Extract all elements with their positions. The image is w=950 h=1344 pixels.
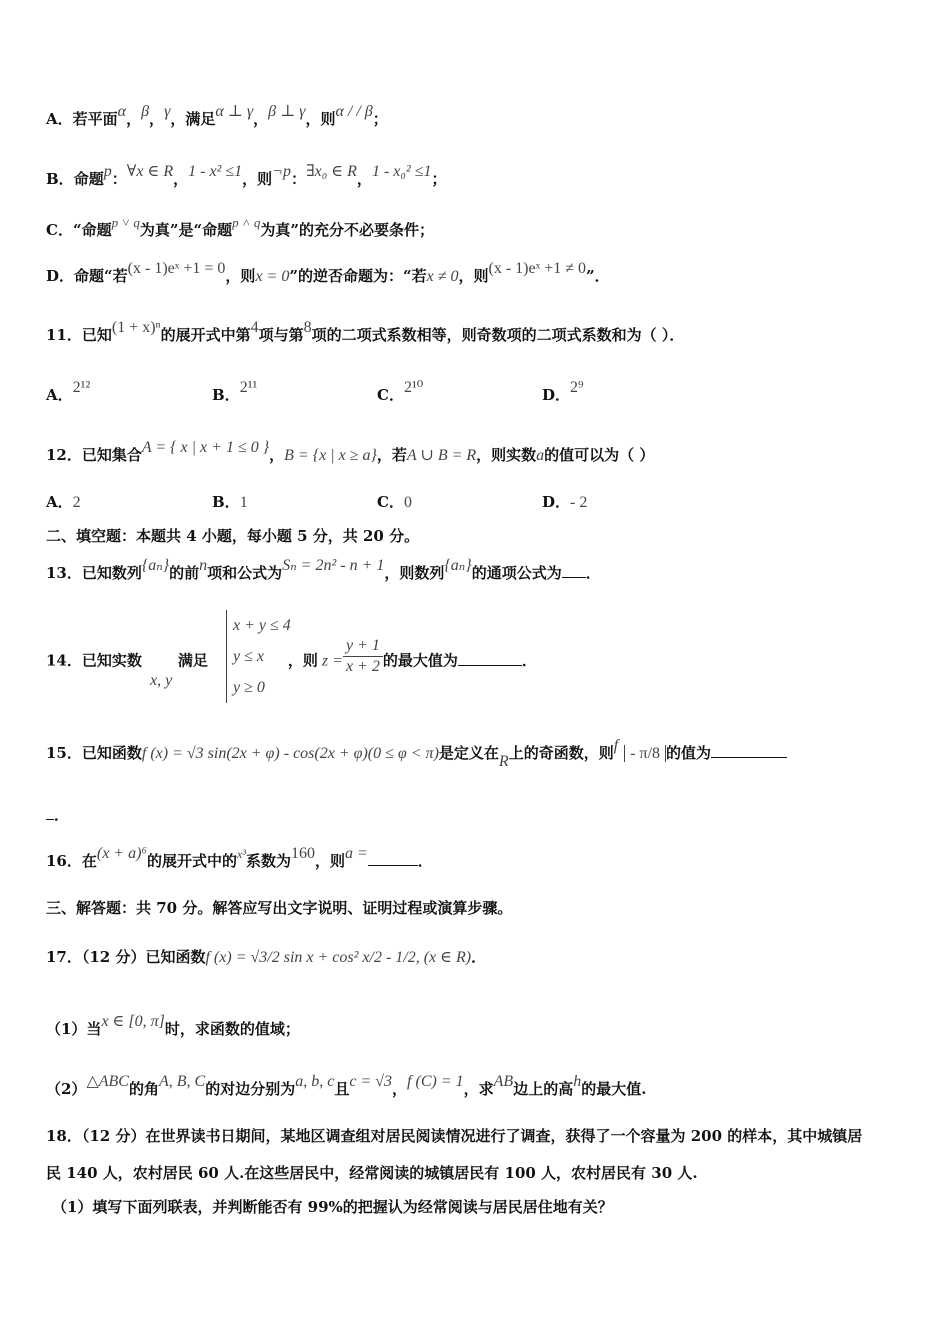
denominator: x + 2 [345, 658, 380, 675]
math: ∃x₀ ∈ R [305, 163, 357, 180]
text: ，则 [225, 267, 256, 285]
math: ∀x ∈ R [126, 163, 174, 180]
math: x ∈ [0, π] [101, 1013, 165, 1030]
math: β ⊥ γ [268, 103, 306, 120]
option-label: D． [542, 493, 571, 511]
option-label: D． [542, 386, 571, 404]
text: 项与第 [258, 326, 304, 344]
section-2-heading: 二、填空题：本题共 4 小题，每小题 5 分，共 20 分。 [46, 527, 420, 545]
text: ，则 [242, 170, 273, 188]
math: a [536, 447, 545, 464]
text: ”的逆否命题为：“若 [289, 267, 427, 285]
text: ． [585, 564, 601, 582]
math: △ABC [86, 1073, 129, 1090]
text: 的通项公式为 [471, 564, 562, 582]
q17-part-2 [46, 1073, 910, 1101]
q12-option-d [542, 491, 587, 514]
option-label: B． [46, 170, 74, 188]
text: ，则 [314, 852, 345, 870]
math: (x - 1)eˣ +1 = 0 [127, 260, 226, 277]
text: 的展开式中的 [147, 852, 238, 870]
math: 8 [303, 319, 312, 336]
text: ． [471, 948, 487, 966]
option-value: 0 [403, 494, 412, 511]
text: 命题“若 [74, 267, 128, 285]
q17-part-1 [46, 1013, 910, 1041]
math: x ≠ 0 [426, 268, 459, 285]
constraint: x + y ≤ 4 [233, 617, 291, 634]
constraint: y ≥ 0 [233, 679, 265, 696]
option-label: B． [212, 386, 240, 404]
option-label: C． [377, 493, 404, 511]
text: 12．已知集合 [46, 446, 142, 464]
question-12 [46, 439, 910, 467]
math: f (x) = √3/2 sin x + cos² x/2 - 1/2, (x ∈ R) [205, 949, 472, 966]
math: 1 - x² ≤1 [188, 163, 243, 180]
text: ． [54, 806, 70, 824]
option-value: - 2 [570, 494, 588, 511]
text: 15．已知函数 [46, 744, 142, 762]
q11-option-c [377, 379, 424, 407]
answer-blank [711, 743, 787, 758]
text: 13．已知数列 [46, 564, 142, 582]
math: AB [493, 1073, 514, 1090]
math: α / / β [335, 103, 373, 120]
math: a = [344, 845, 368, 862]
text: 16．在 [46, 852, 97, 870]
q10-option-d [46, 260, 910, 288]
math: h [573, 1073, 582, 1090]
text: ． [521, 651, 537, 670]
question-18-line-1: 18．（12 分）在世界读书日期间，某地区调查组对居民阅读情况进行了调查，获得了一个容量为 200 的样本，其中城镇居 [46, 1127, 863, 1145]
q10-option-b [46, 163, 910, 191]
text: 时，求函数的值域； [164, 1020, 300, 1038]
q12-option-a [46, 491, 81, 514]
text: 上的奇函数，则 [508, 744, 614, 762]
text: ，求 [463, 1080, 494, 1098]
text: 的展开式中第 [160, 326, 251, 344]
text: 17．（12 分）已知函数 [46, 948, 206, 966]
math: R [498, 753, 509, 770]
text: ，满足 [170, 110, 216, 128]
q14-variables: x, y [150, 672, 173, 689]
text: ； [431, 170, 447, 188]
math: p ˅ q [111, 215, 140, 230]
math: f (C) = 1 [407, 1073, 464, 1090]
constraint-system [226, 610, 291, 703]
text: ， [392, 1080, 408, 1098]
math: A, B, C [158, 1073, 206, 1090]
option-label: C． [377, 386, 404, 404]
math: p ˄ q [232, 215, 261, 230]
option-value: 2⁹ [570, 379, 584, 396]
text: 若平面 [72, 110, 118, 128]
answer-blank [368, 851, 418, 866]
text: 14．已知实数 [46, 651, 142, 670]
math: 160 [290, 845, 315, 862]
text: ， [253, 110, 269, 128]
text: ， [126, 110, 142, 128]
math: {aₙ} [444, 557, 472, 574]
text: ，则 [305, 110, 336, 128]
question-14 [46, 637, 910, 677]
answer-blank [562, 563, 586, 578]
option-label: B． [212, 493, 240, 511]
text: 项的二项式系数相等，则奇数项的二项式系数和为（ ）． [311, 326, 685, 344]
text: （1）当 [46, 1020, 102, 1038]
math: {aₙ} [141, 557, 170, 574]
text: ，则 [458, 267, 489, 285]
question-11 [46, 319, 910, 347]
text: ： [111, 170, 127, 188]
text: ，若 [376, 446, 407, 464]
text: 系数为 [245, 852, 291, 870]
text: ， [269, 446, 285, 464]
text: 11．已知 [46, 326, 112, 344]
text: ： [290, 170, 306, 188]
q12-option-b [212, 491, 248, 514]
math: A = { x | x + 1 ≤ 0 } [141, 439, 270, 456]
math: (x + a)⁶ [96, 845, 147, 862]
option-label: D． [46, 267, 75, 285]
text: 满足 [177, 651, 208, 670]
q11-option-a [46, 379, 91, 407]
math: x = 0 [255, 268, 290, 285]
text: ”． [586, 267, 610, 285]
math: p [103, 163, 112, 180]
math: A ∪ B = R [406, 447, 477, 464]
math: c = √3 [349, 1073, 393, 1090]
text: 的前 [169, 564, 200, 582]
option-label: C． [46, 221, 73, 239]
math: B = {x | x ≥ a} [284, 447, 377, 464]
question-13 [46, 557, 910, 585]
q18-part-1: （1）填写下面列联表，并判断能否有 99%的把握认为经常阅读与居民居住地有关？ [52, 1198, 613, 1216]
text: 的最大值. [581, 1080, 647, 1098]
text: 的值为 [666, 744, 712, 762]
math: a, b, c [295, 1073, 335, 1090]
math: β [141, 103, 150, 120]
q11-option-d [542, 379, 584, 407]
option-label: A． [46, 386, 73, 404]
text: ，则 [287, 651, 318, 670]
text: 为真”是“命题 [139, 221, 233, 239]
text: ， [149, 110, 165, 128]
text: 是定义在 [438, 744, 499, 762]
text: ，则数列 [384, 564, 445, 582]
q15-continuation [46, 804, 910, 826]
q12-option-c [377, 491, 412, 514]
math: (x - 1)eˣ +1 ≠ 0 [488, 260, 587, 277]
text: （2） [46, 1080, 87, 1098]
answer-blank [458, 651, 522, 666]
answer-blank [46, 805, 54, 820]
question-17 [46, 946, 910, 969]
text: 的角 [128, 1080, 159, 1098]
option-value: 2¹² [72, 379, 91, 396]
math: f [613, 737, 619, 754]
text: 为真”的充分不必要条件； [260, 221, 435, 239]
text: ． [417, 852, 433, 870]
math: - π/8 [624, 745, 666, 762]
option-value: 2¹¹ [239, 379, 258, 396]
math: x³ [237, 847, 246, 861]
q10-option-c [46, 215, 910, 242]
math: n [199, 557, 208, 574]
math: ¬p [272, 163, 291, 180]
math: z = [321, 652, 343, 670]
text: 的最大值为 [382, 651, 458, 670]
question-15 [46, 737, 910, 770]
math: α [117, 103, 127, 120]
math: 4 [250, 319, 259, 336]
section-3-heading: 三、解答题：共 70 分。解答应写出文字说明、证明过程或演算步骤。 [46, 899, 513, 917]
text: 且 [334, 1080, 350, 1098]
text: “命题 [72, 221, 112, 239]
option-label: A． [46, 493, 73, 511]
question-18-line-2: 民 140 人，农村居民 60 人.在这些居民中，经常阅读的城镇居民有 100 人，农村居民有 30 人. [46, 1164, 698, 1182]
text: 边上的高 [513, 1080, 574, 1098]
text: ； [372, 110, 388, 128]
text: ， [356, 170, 372, 188]
option-value: 1 [239, 494, 248, 511]
q10-option-a [46, 103, 910, 131]
math: (1 + x)ⁿ [111, 319, 161, 336]
text: 命题 [73, 170, 104, 188]
fraction [343, 636, 383, 677]
option-label: A． [46, 110, 73, 128]
numerator: y + 1 [343, 636, 383, 657]
math: 1 - x₀² ≤1 [371, 163, 432, 180]
question-16 [46, 845, 910, 873]
math: α ⊥ γ [215, 103, 254, 120]
math: f (x) = √3 sin(2x + φ) - cos(2x + φ)(0 ≤ φ < π) [141, 745, 439, 762]
math: γ [164, 103, 171, 120]
text: 项和公式为 [207, 564, 283, 582]
text: 的对边分别为 [205, 1080, 296, 1098]
option-value: 2¹⁰ [403, 379, 424, 396]
text: ， [173, 170, 189, 188]
math: Sₙ = 2n² - n + 1 [282, 557, 385, 574]
q11-option-b [212, 379, 258, 407]
option-value: 2 [72, 494, 81, 511]
text: 的值可以为（ ） [544, 446, 655, 464]
text: ，则实数 [476, 446, 537, 464]
constraint: y ≤ x [233, 648, 264, 665]
